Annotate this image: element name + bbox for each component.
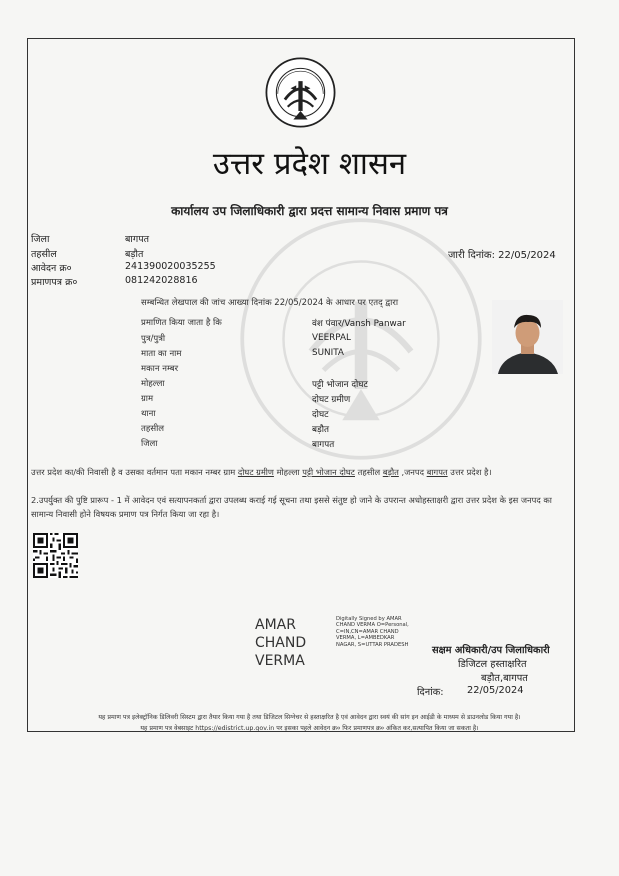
issue-date: जारी दिनांक: 22/05/2024: [448, 250, 556, 261]
footer-verification-note: यह प्रमाण पत्र वेबसाइट https://edistrict.up.gov.in पर इसका पहले आवेदन क्र० फिर प्रमाणपत्र क्र० अंकित कर,सत्यापित किया जा सकता है।: [140, 725, 479, 732]
tehsil-underlined: बड़ौत: [382, 467, 399, 477]
detail-label: प्रमाणित किया जाता है कि: [141, 318, 222, 328]
applicant-name: वंश पंवार/Vansh Panwar: [312, 319, 406, 329]
district-detail-value: बागपत: [312, 440, 335, 450]
up-government-emblem: [265, 57, 336, 128]
district-underlined: बागपत: [426, 467, 448, 477]
detail-label: पुत्र/पुत्री: [141, 334, 166, 344]
detail-label: जिला: [141, 439, 158, 449]
digital-sign-label: डिजिटल हस्ताक्षरित: [458, 659, 527, 670]
signer-name-line: VERMA: [255, 653, 305, 669]
detail-label: मोहल्ला: [141, 379, 165, 389]
certificate-title: कार्यालय उप जिलाधिकारी द्वारा प्रदत्त सामान्य निवास प्रमाण पत्र: [171, 204, 448, 218]
verification-intro: सम्बन्धित लेखपाल की जांच आख्या दिनांक 22/05/2024 के आधार पर एतद् द्वारा: [141, 298, 399, 308]
signer-name-line: AMAR: [255, 617, 296, 633]
mohalla-value: पट्टी भोजान दोघट: [312, 380, 368, 390]
authority-place: बड़ौत,बागपत: [481, 673, 528, 684]
tehsil-value: बड़ौत: [125, 249, 144, 260]
statement-text: तहसील: [354, 467, 383, 477]
detail-label: तहसील: [141, 424, 165, 434]
village-underlined: दोघट ग्रमीण: [237, 467, 274, 477]
certificate-number-value: 081242028816: [125, 275, 198, 286]
detail-label: ग्राम: [141, 394, 154, 404]
police-station-value: दोघट: [312, 410, 329, 420]
footer-note: यह प्रमाण पत्र इलेक्ट्रॉनिक डिलिवरी सिस्टम द्वारा तैयार किया गया है तथा डिजिटल सिग्नेचर से हस्ताक्षरित है एवं आवेदन द्वारा स्वयं की सांग इन आईडी के माध्यम से डाउनलोड किया गया है।: [98, 714, 521, 721]
authority-title: सक्षम अधिकारी/उप जिलाधिकारी: [432, 645, 550, 656]
statement-text: उत्तर प्रदेश का/की निवासी है व उसका वर्तमान पता मकान नम्बर ग्राम: [31, 467, 238, 477]
application-number-value: 241390020035255: [125, 261, 216, 272]
detail-label: मकान नम्बर: [141, 364, 179, 374]
district-label: जिला: [31, 234, 50, 245]
application-number-label: आवेदन क्र०: [31, 263, 72, 274]
residence-statement: [31, 466, 571, 480]
confirmation-statement: 2.उपर्युक्त की पुष्टि प्रारूप - 1 में आवेदन एवं सत्यापनकर्ता द्वारा उपलब्ध कराई गई सूचना तथा इससे संतुष्ट हो जाने के उपरान्त अधोहस्ताक्षरी द्वारा उत्तर प्रदेश के इस जनपद का सामान्य निवासी होने विषयक प्रमाण पत्र निर्गत किया जा रहा है।: [31, 495, 552, 519]
tehsil-label: तहसील: [31, 249, 57, 260]
statement-text: मोहल्ला: [273, 467, 303, 477]
certificate-number-label: प्रमाणपत्र क्र०: [31, 277, 78, 288]
village-value: दोघट ग्रमीण: [312, 395, 351, 405]
tehsil-detail-value: बड़ौत: [312, 425, 330, 435]
detail-label: थाना: [141, 409, 156, 419]
statement-text: उत्तर प्रदेश है।: [447, 467, 492, 477]
date-label: दिनांक:: [417, 687, 444, 698]
date-value: 22/05/2024: [467, 685, 524, 696]
signer-name-line: CHAND: [255, 635, 307, 651]
digital-signature-details: Digitally Signed by AMAR CHAND VERMA O=Personal, C=IN,CN=AMAR CHAND VERMA, L=AMBEDKAR NAGAR, S=UTTAR PRADESH: [336, 616, 409, 648]
statement-text: ,जनपद: [398, 467, 427, 477]
applicant-photo: [492, 300, 563, 374]
government-title: उत्तर प्रदेश शासन: [212, 146, 407, 182]
mohalla-underlined: पट्टी भोजान दोघट: [302, 467, 355, 477]
district-value: बागपत: [125, 234, 150, 245]
detail-label: माता का नाम: [141, 349, 182, 359]
parent-name: VEERPAL: [312, 333, 351, 343]
qr-code: [33, 533, 78, 578]
mother-name: SUNITA: [312, 348, 344, 358]
